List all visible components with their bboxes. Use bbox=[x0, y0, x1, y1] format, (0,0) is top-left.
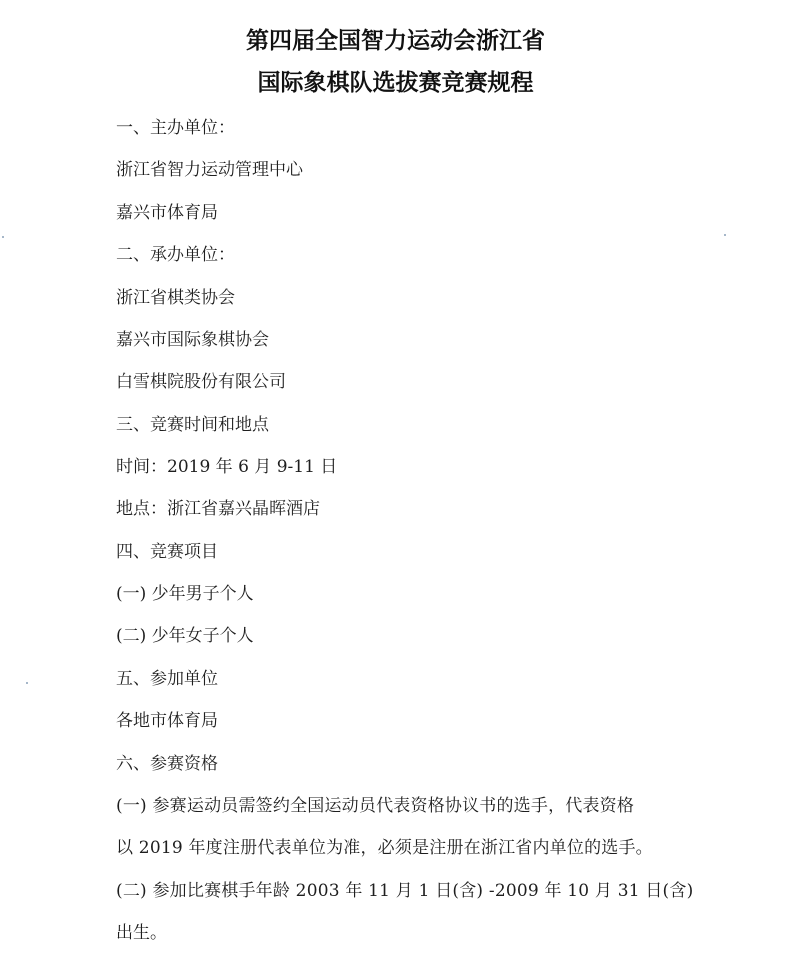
host-item-1: 浙江省棋类协会 bbox=[116, 288, 235, 308]
eligibility-item-2-line-1: (二) 参加比赛棋手年龄 2003 年 11 月 1 日(含) -2009 年 10 月 31 日(含) bbox=[116, 881, 694, 901]
document-title-line-2: 国际象棋队选拔赛竞赛规程 bbox=[257, 70, 534, 96]
host-item-3: 白雪棋院股份有限公司 bbox=[116, 372, 286, 392]
organizer-item-2: 嘉兴市体育局 bbox=[116, 203, 218, 223]
event-item-2: (二) 少年女子个人 bbox=[116, 626, 254, 646]
scan-speck bbox=[2, 236, 4, 238]
section-heading-host: 二、承办单位： bbox=[116, 245, 235, 265]
section-heading-eligibility: 六、参赛资格 bbox=[116, 754, 218, 774]
eligibility-item-1-line-1: (一) 参赛运动员需签约全国运动员代表资格协议书的选手，代表资格 bbox=[116, 796, 635, 816]
competition-place: 地点：浙江省嘉兴晶晖酒店 bbox=[116, 499, 320, 519]
host-item-2: 嘉兴市国际象棋协会 bbox=[116, 330, 269, 350]
scan-speck bbox=[724, 234, 726, 236]
section-heading-organizer: 一、主办单位： bbox=[116, 118, 235, 138]
eligibility-item-2-line-2: 出生。 bbox=[116, 923, 167, 943]
participants-item-1: 各地市体育局 bbox=[116, 711, 218, 731]
section-heading-participants: 五、参加单位 bbox=[116, 669, 218, 689]
event-item-1: (一) 少年男子个人 bbox=[116, 584, 254, 604]
eligibility-item-1-line-2: 以 2019 年度注册代表单位为准，必须是注册在浙江省内单位的选手。 bbox=[116, 838, 653, 858]
document-title-line-1: 第四届全国智力运动会浙江省 bbox=[246, 28, 545, 54]
section-heading-time-place: 三、竞赛时间和地点 bbox=[116, 415, 269, 435]
section-heading-events: 四、竞赛项目 bbox=[116, 542, 218, 562]
scan-speck bbox=[26, 682, 28, 684]
competition-time: 时间：2019 年 6 月 9-11 日 bbox=[116, 457, 338, 477]
organizer-item-1: 浙江省智力运动管理中心 bbox=[116, 160, 303, 180]
